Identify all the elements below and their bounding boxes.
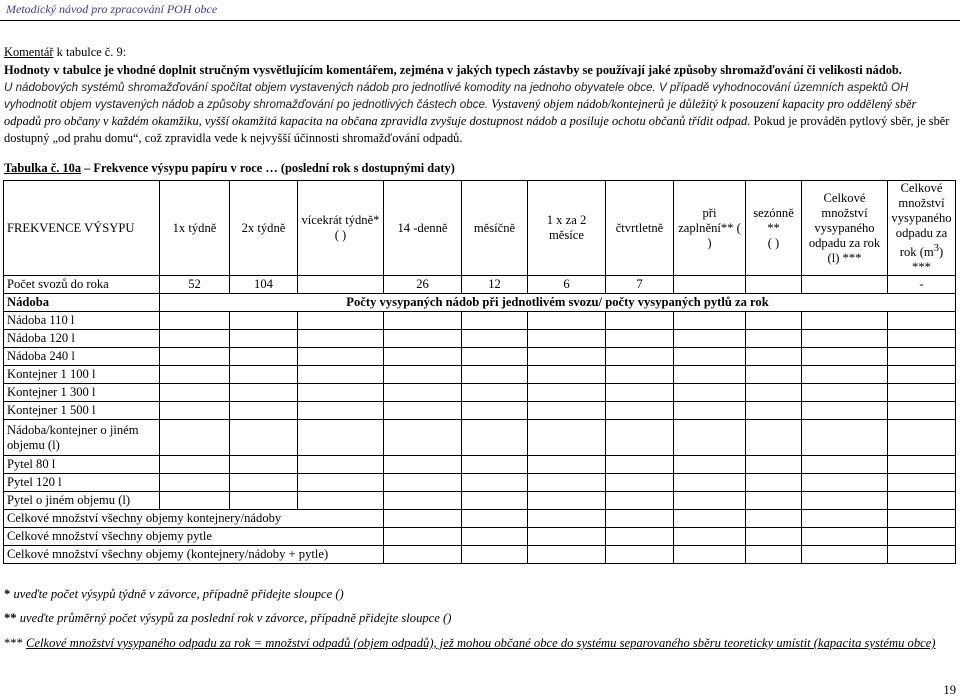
data-cell[interactable] bbox=[802, 348, 888, 366]
data-cell[interactable] bbox=[606, 456, 674, 474]
table-row-svozy bbox=[4, 276, 956, 294]
data-cell[interactable] bbox=[528, 492, 606, 510]
comment-tail-text: Pokud je prováděn pytlový sběr, je sběr dostupný „od prahu domu“, což zpravidla vede k nejvyšší účinnosti shromažďování odpadů. bbox=[4, 114, 950, 145]
header-quarterly: čtvrtletně bbox=[606, 181, 674, 276]
table-caption-label: Tabulka č. 10a bbox=[4, 161, 82, 175]
footnote-2-text: uveďte průměrný počet výsypů za poslední rok v závorce, případně přidejte sloupce () bbox=[16, 611, 452, 625]
data-cell[interactable] bbox=[888, 348, 956, 366]
data-cell[interactable] bbox=[746, 402, 802, 420]
header-14-daily: 14 -denně bbox=[384, 181, 462, 276]
data-cell[interactable] bbox=[606, 384, 674, 402]
table-row-total bbox=[4, 510, 956, 528]
data-cell[interactable] bbox=[160, 402, 230, 420]
data-cell[interactable] bbox=[888, 312, 956, 330]
data-cell[interactable] bbox=[160, 330, 230, 348]
comment-body bbox=[4, 79, 954, 147]
total-label: Celkové množství všechny objemy pytle bbox=[4, 528, 384, 546]
data-cell[interactable] bbox=[298, 402, 384, 420]
data-cell[interactable] bbox=[298, 456, 384, 474]
table-row bbox=[4, 456, 956, 474]
table-row bbox=[4, 474, 956, 492]
data-cell[interactable] bbox=[230, 474, 298, 492]
svozy-cell[interactable]: - bbox=[888, 276, 956, 294]
data-cell[interactable] bbox=[606, 474, 674, 492]
data-cell[interactable] bbox=[674, 348, 746, 366]
data-cell[interactable] bbox=[528, 312, 606, 330]
data-cell[interactable] bbox=[528, 366, 606, 384]
svozy-cell[interactable]: 6 bbox=[528, 276, 606, 294]
data-cell[interactable] bbox=[230, 312, 298, 330]
row-label: Nádoba/kontejner o jiném objemu (l) bbox=[4, 420, 160, 456]
data-cell[interactable] bbox=[802, 402, 888, 420]
data-cell[interactable] bbox=[384, 402, 462, 420]
header-total-liters: Celkové množství vysypaného odpadu za rok (l) *** bbox=[802, 181, 888, 276]
table-row bbox=[4, 330, 956, 348]
data-cell[interactable] bbox=[528, 456, 606, 474]
data-cell[interactable] bbox=[160, 456, 230, 474]
total-m3-sup: 3 bbox=[933, 243, 939, 254]
comment-label-suffix: k tabulce č. 9: bbox=[53, 45, 127, 59]
data-cell[interactable] bbox=[160, 384, 230, 402]
data-cell[interactable] bbox=[674, 456, 746, 474]
row-label: Pytel 80 l bbox=[4, 456, 160, 474]
data-cell[interactable] bbox=[746, 474, 802, 492]
data-cell[interactable] bbox=[384, 510, 462, 528]
data-cell[interactable] bbox=[746, 330, 802, 348]
data-cell[interactable] bbox=[298, 330, 384, 348]
data-cell[interactable] bbox=[606, 312, 674, 330]
data-cell[interactable] bbox=[888, 546, 956, 564]
data-cell[interactable] bbox=[802, 528, 888, 546]
data-cell[interactable] bbox=[606, 420, 674, 456]
data-cell[interactable] bbox=[298, 312, 384, 330]
data-cell[interactable] bbox=[802, 366, 888, 384]
data-cell[interactable] bbox=[160, 474, 230, 492]
comment-sans-text: U nádobových systémů shromažďování spočítat objem vystavených nádob pro jednotlivé komodity na jednoho obyvatele obce. V případě vyhodnocování územních aspektů OH vyhodnotit objem vystavených nádob a způsoby shromažďování po jednotlivých částech obce. bbox=[4, 81, 909, 111]
row-label: Pytel o jiném objemu (l) bbox=[4, 492, 160, 510]
seasonal-paren: ( ) bbox=[767, 235, 780, 250]
data-cell[interactable] bbox=[160, 312, 230, 330]
data-cell[interactable] bbox=[384, 348, 462, 366]
data-cell[interactable] bbox=[298, 492, 384, 510]
footnote-2-star: ** bbox=[4, 611, 17, 625]
data-cell[interactable] bbox=[462, 474, 528, 492]
footnote-3 bbox=[4, 635, 954, 652]
table-row-total bbox=[4, 546, 956, 564]
table-row bbox=[4, 384, 956, 402]
row-label: Pytel 120 l bbox=[4, 474, 160, 492]
data-cell[interactable] bbox=[528, 474, 606, 492]
frequency-table bbox=[3, 180, 956, 564]
data-cell[interactable] bbox=[528, 330, 606, 348]
data-cell[interactable] bbox=[384, 528, 462, 546]
page-number: 19 bbox=[943, 683, 956, 697]
data-cell[interactable] bbox=[462, 402, 528, 420]
data-cell[interactable] bbox=[746, 348, 802, 366]
data-cell[interactable] bbox=[384, 546, 462, 564]
data-cell[interactable] bbox=[606, 528, 674, 546]
header-total-m3 bbox=[888, 181, 956, 276]
footnote-1-star: * bbox=[4, 587, 11, 601]
data-cell[interactable] bbox=[462, 456, 528, 474]
data-cell[interactable] bbox=[746, 456, 802, 474]
data-cell[interactable] bbox=[606, 492, 674, 510]
data-cell[interactable] bbox=[230, 348, 298, 366]
data-cell[interactable] bbox=[746, 528, 802, 546]
data-cell[interactable] bbox=[160, 420, 230, 456]
comment-serif-text: Vystavený objem nádob/kontejnerů je důležitý k posouzení kapacity pro oddělený sběr odpadů pro občany v každém okamžiku, vyšší okamžitá kapacita na občana zpravidla zvyšuje dostupnost nádob a posiluje ochotu občanů třídit odpad. bbox=[4, 97, 917, 128]
data-cell[interactable] bbox=[746, 366, 802, 384]
row-label: Kontejner 1 500 l bbox=[4, 402, 160, 420]
data-cell[interactable] bbox=[230, 420, 298, 456]
data-cell[interactable] bbox=[674, 492, 746, 510]
data-cell[interactable] bbox=[528, 348, 606, 366]
data-cell[interactable] bbox=[606, 402, 674, 420]
data-cell[interactable] bbox=[888, 510, 956, 528]
data-cell[interactable] bbox=[160, 366, 230, 384]
data-cell[interactable] bbox=[462, 510, 528, 528]
data-cell[interactable] bbox=[802, 510, 888, 528]
data-cell[interactable] bbox=[802, 384, 888, 402]
total-m3-tail: ) *** bbox=[912, 245, 944, 275]
data-cell[interactable] bbox=[674, 402, 746, 420]
header-title: Metodický návod pro zpracování POH obce bbox=[6, 2, 218, 16]
data-cell[interactable] bbox=[674, 330, 746, 348]
row-label: Nádoba 240 l bbox=[4, 348, 160, 366]
data-cell[interactable] bbox=[230, 492, 298, 510]
data-cell[interactable] bbox=[528, 402, 606, 420]
data-cell[interactable] bbox=[298, 348, 384, 366]
data-cell[interactable] bbox=[606, 348, 674, 366]
header-2x-weekly: 2x týdně bbox=[230, 181, 298, 276]
table-row bbox=[4, 402, 956, 420]
data-cell[interactable] bbox=[888, 330, 956, 348]
data-cell[interactable] bbox=[384, 330, 462, 348]
svozy-cell[interactable]: 12 bbox=[462, 276, 528, 294]
data-cell[interactable] bbox=[746, 492, 802, 510]
data-cell[interactable] bbox=[802, 312, 888, 330]
data-cell[interactable] bbox=[462, 546, 528, 564]
footnote-1-text: uveďte počet výsypů týdně v závorce, případně přidejte sloupce () bbox=[10, 587, 344, 601]
table-row-nadoba bbox=[4, 294, 956, 312]
data-cell[interactable] bbox=[160, 492, 230, 510]
data-cell[interactable] bbox=[674, 312, 746, 330]
data-cell[interactable] bbox=[528, 510, 606, 528]
data-cell[interactable] bbox=[528, 384, 606, 402]
data-cell[interactable] bbox=[298, 384, 384, 402]
data-cell[interactable] bbox=[528, 420, 606, 456]
data-cell[interactable] bbox=[528, 546, 606, 564]
nadoba-label: Nádoba bbox=[4, 294, 160, 312]
table-caption-text: – Frekvence výsypu papíru v roce … (poslední rok s dostupnými daty) bbox=[81, 161, 455, 175]
data-cell[interactable] bbox=[462, 312, 528, 330]
data-cell[interactable] bbox=[674, 420, 746, 456]
data-cell[interactable] bbox=[230, 384, 298, 402]
row-label: Nádoba 120 l bbox=[4, 330, 160, 348]
data-cell[interactable] bbox=[888, 528, 956, 546]
data-cell[interactable] bbox=[888, 402, 956, 420]
data-cell[interactable] bbox=[606, 546, 674, 564]
data-cell[interactable] bbox=[606, 330, 674, 348]
header-1x-weekly: 1x týdně bbox=[160, 181, 230, 276]
header-bimonthly: 1 x za 2 měsíce bbox=[528, 181, 606, 276]
data-cell[interactable] bbox=[462, 384, 528, 402]
data-cell[interactable] bbox=[462, 528, 528, 546]
data-cell[interactable] bbox=[802, 474, 888, 492]
data-cell[interactable] bbox=[384, 384, 462, 402]
comment-bold: Hodnoty v tabulce je vhodné doplnit stručným vysvětlujícím komentářem, zejména v jakých typech zástavby se používají jaké způsoby shromažďování či velikosti nádob. bbox=[4, 63, 902, 77]
data-cell[interactable] bbox=[746, 546, 802, 564]
data-cell[interactable] bbox=[528, 528, 606, 546]
data-cell[interactable] bbox=[746, 384, 802, 402]
table-caption bbox=[4, 160, 954, 177]
data-cell[interactable] bbox=[384, 312, 462, 330]
data-cell[interactable] bbox=[462, 420, 528, 456]
data-cell[interactable] bbox=[230, 330, 298, 348]
data-cell[interactable] bbox=[674, 510, 746, 528]
data-cell[interactable] bbox=[674, 366, 746, 384]
svozy-cell[interactable] bbox=[746, 276, 802, 294]
row-label: Kontejner 1 100 l bbox=[4, 366, 160, 384]
data-cell[interactable] bbox=[888, 456, 956, 474]
data-cell[interactable] bbox=[462, 366, 528, 384]
data-cell[interactable] bbox=[606, 366, 674, 384]
data-cell[interactable] bbox=[746, 510, 802, 528]
table-row bbox=[4, 348, 956, 366]
svozy-cell[interactable] bbox=[298, 276, 384, 294]
page-header bbox=[0, 0, 960, 21]
svozy-cell[interactable]: 26 bbox=[384, 276, 462, 294]
data-cell[interactable] bbox=[888, 492, 956, 510]
table-row bbox=[4, 366, 956, 384]
comment-label bbox=[4, 44, 954, 61]
data-cell[interactable] bbox=[674, 384, 746, 402]
footnote-3-star: *** bbox=[4, 636, 23, 650]
total-label: Celkové množství všechny objemy kontejnery/nádoby bbox=[4, 510, 384, 528]
seasonal-stars: ** bbox=[767, 220, 780, 235]
data-cell[interactable] bbox=[802, 492, 888, 510]
data-cell[interactable] bbox=[230, 366, 298, 384]
header-when-full: při zaplnění** ( ) bbox=[674, 181, 746, 276]
data-cell[interactable] bbox=[384, 420, 462, 456]
svozy-cell[interactable] bbox=[674, 276, 746, 294]
svozy-cell[interactable]: 52 bbox=[160, 276, 230, 294]
data-cell[interactable] bbox=[384, 474, 462, 492]
data-cell[interactable] bbox=[674, 528, 746, 546]
data-cell[interactable] bbox=[298, 366, 384, 384]
header-frequency: FREKVENCE VÝSYPU bbox=[4, 181, 160, 276]
svozy-cell[interactable]: 7 bbox=[606, 276, 674, 294]
total-label: Celkové množství všechny objemy (kontejnery/nádoby + pytle) bbox=[4, 546, 384, 564]
data-cell[interactable] bbox=[384, 492, 462, 510]
row-label: Nádoba 110 l bbox=[4, 312, 160, 330]
footnote-2 bbox=[4, 610, 954, 627]
svozy-cell[interactable]: 104 bbox=[230, 276, 298, 294]
table-row bbox=[4, 420, 956, 456]
data-cell[interactable] bbox=[230, 402, 298, 420]
header-seasonal bbox=[746, 181, 802, 276]
data-cell[interactable] bbox=[802, 456, 888, 474]
data-cell[interactable] bbox=[298, 420, 384, 456]
data-cell[interactable] bbox=[462, 348, 528, 366]
footnote-1 bbox=[4, 586, 954, 603]
header-monthly: měsíčně bbox=[462, 181, 528, 276]
svozy-label: Počet svozů do roka bbox=[4, 276, 160, 294]
row-label: Kontejner 1 300 l bbox=[4, 384, 160, 402]
data-cell[interactable] bbox=[230, 456, 298, 474]
data-cell[interactable] bbox=[298, 474, 384, 492]
data-cell[interactable] bbox=[606, 510, 674, 528]
data-cell[interactable] bbox=[746, 420, 802, 456]
data-cell[interactable] bbox=[384, 366, 462, 384]
comment-label-prefix: Komentář bbox=[4, 45, 54, 59]
data-cell[interactable] bbox=[384, 456, 462, 474]
data-cell[interactable] bbox=[674, 546, 746, 564]
data-cell[interactable] bbox=[888, 474, 956, 492]
header-multiple-weekly: vícekrát týdně* ( ) bbox=[298, 181, 384, 276]
data-cell[interactable] bbox=[462, 330, 528, 348]
data-cell[interactable] bbox=[802, 420, 888, 456]
nadoba-span-heading: Počty vysypaných nádob při jednotlivém svozu/ počty vysypaných pytlů za rok bbox=[160, 294, 956, 312]
table-row bbox=[4, 312, 956, 330]
total-m3-text: Celkové množství vysypaného odpadu za rok (m bbox=[891, 181, 952, 260]
data-cell[interactable] bbox=[160, 348, 230, 366]
footnote-3-text: Celkové množství vysypaného odpadu za rok = množství odpadů (objem odpadů), jež mohou občané obce do systému separovaného sběru teoreticky umístit (kapacita systému obce) bbox=[26, 636, 936, 650]
data-cell[interactable] bbox=[746, 312, 802, 330]
data-cell[interactable] bbox=[674, 474, 746, 492]
svozy-cell[interactable] bbox=[802, 276, 888, 294]
data-cell[interactable] bbox=[888, 420, 956, 456]
table-row bbox=[4, 492, 956, 510]
data-cell[interactable] bbox=[462, 492, 528, 510]
seasonal-label: sezónně bbox=[753, 205, 794, 220]
data-cell[interactable] bbox=[888, 384, 956, 402]
table-header-row bbox=[4, 181, 956, 276]
table-row-total bbox=[4, 528, 956, 546]
data-cell[interactable] bbox=[802, 330, 888, 348]
data-cell[interactable] bbox=[888, 366, 956, 384]
data-cell[interactable] bbox=[802, 546, 888, 564]
